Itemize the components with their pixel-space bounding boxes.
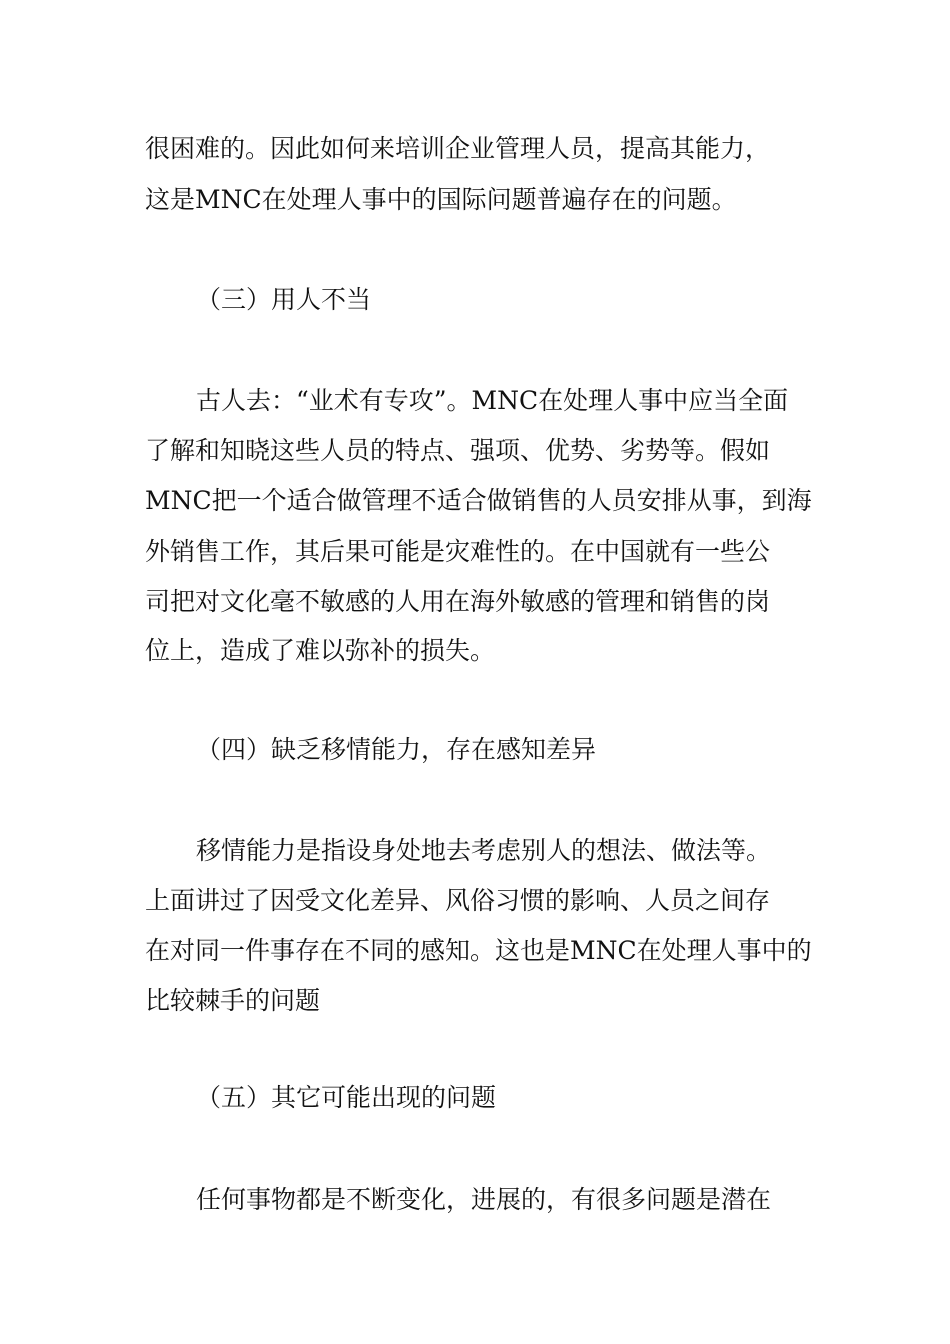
- paragraph-line: 比较棘手的问题: [145, 986, 321, 1015]
- paragraph-line: 移情能力是指设身处地去考虑别人的想法、做法等。: [196, 836, 772, 865]
- paragraph-line: 外销售工作，其后果可能是灾难性的。在中国就有一些公: [145, 537, 771, 566]
- paragraph-line: 在对同一件事存在不同的感知。这也是MNC在处理人事中的: [145, 936, 812, 965]
- section-heading-5: （五）其它可能出现的问题: [196, 1083, 497, 1112]
- paragraph-line: 这是MNC在处理人事中的国际问题普遍存在的问题。: [145, 185, 737, 214]
- section-heading-3: （三）用人不当: [196, 285, 372, 314]
- paragraph-line: 很困难的。因此如何来培训企业管理人员，提高其能力，: [145, 134, 771, 163]
- paragraph-line: MNC把一个适合做管理不适合做销售的人员安排从事，到海: [145, 486, 812, 515]
- paragraph-line: 任何事物都是不断变化，进展的，有很多问题是潜在: [196, 1185, 772, 1214]
- paragraph-line: 司把对文化毫不敏感的人用在海外敏感的管理和销售的岗: [145, 587, 771, 616]
- paragraph-line: 位上，造成了难以弥补的损失。: [145, 636, 496, 665]
- paragraph-line: 了解和知晓这些人员的特点、强项、优势、劣势等。假如: [145, 436, 771, 465]
- paragraph-line: 古人去：“业术有专攻”。MNC在处理人事中应当全面: [196, 386, 789, 415]
- paragraph-line: 上面讲过了因受文化差异、风俗习惯的影响、人员之间存: [145, 886, 771, 915]
- section-heading-4: （四）缺乏移情能力，存在感知差异: [196, 735, 597, 764]
